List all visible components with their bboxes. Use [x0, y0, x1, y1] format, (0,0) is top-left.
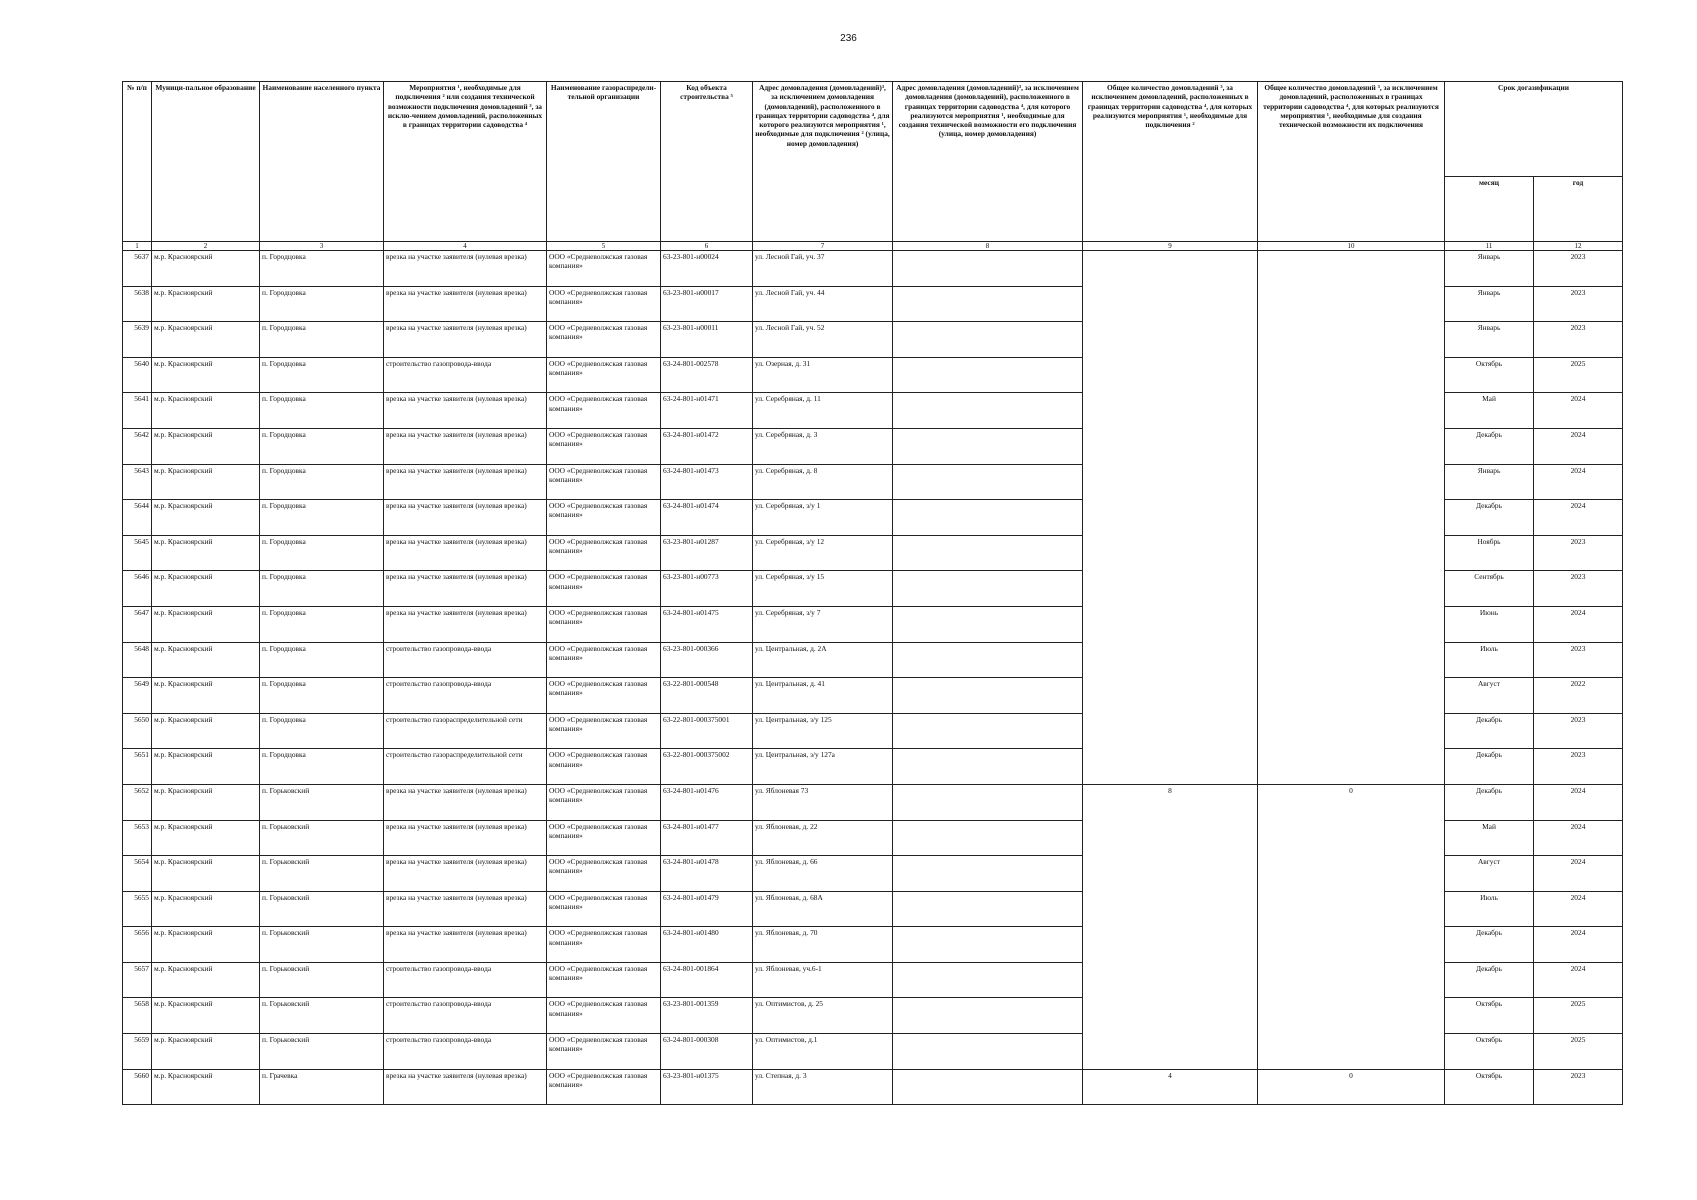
row-municipality: м.р. Красноярский: [152, 962, 260, 998]
row-address-tech: [893, 428, 1083, 464]
row-municipality: м.р. Красноярский: [152, 856, 260, 892]
row-number: 5658: [123, 998, 152, 1034]
column-number: 9: [1083, 242, 1258, 251]
header-activities: Мероприятия ¹, необходимые для подключения ² или создания технической возможности подключения домовладений ³, за исклю-чением домовладений, расположенных в границах территории садоводства ⁴: [384, 82, 547, 242]
row-municipality: м.р. Красноярский: [152, 322, 260, 358]
row-organization: ООО «Средневолжская газовая компания»: [547, 322, 661, 358]
row-object-code: 63-22-801-000375001: [661, 713, 753, 749]
group-total-tech: 0: [1258, 1069, 1445, 1105]
row-organization: ООО «Средневолжская газовая компания»: [547, 606, 661, 642]
row-year: 2025: [1534, 1034, 1623, 1070]
row-activity: врезка на участке заявителя (нулевая врезка): [384, 927, 547, 963]
column-number: 10: [1258, 242, 1445, 251]
row-number: 5655: [123, 891, 152, 927]
row-object-code: 63-23-801-001359: [661, 998, 753, 1034]
row-activity: строительство газопровода-ввода: [384, 962, 547, 998]
header-address-tech: Адрес домовладения (домовладений)³, за исключением домовладения (домовладений), расположенного в границах территории садоводства ⁴, для которого реализуются мероприятия ¹, необходимые для создания технической возможности его подключения (улица, номер домовладения): [893, 82, 1083, 242]
row-object-code: 63-23-801-н01375: [661, 1069, 753, 1105]
header-deadline: Срок догазификации: [1445, 82, 1623, 177]
row-number: 5645: [123, 535, 152, 571]
row-address: ул. Серебряная, з/у 12: [753, 535, 893, 571]
row-month: Июль: [1445, 642, 1534, 678]
row-address-tech: [893, 251, 1083, 287]
row-organization: ООО «Средневолжская газовая компания»: [547, 535, 661, 571]
row-address: ул. Озерная, д. 31: [753, 357, 893, 393]
row-object-code: 63-24-801-н01480: [661, 927, 753, 963]
row-municipality: м.р. Красноярский: [152, 535, 260, 571]
row-year: 2024: [1534, 784, 1623, 820]
group-total-connect: [1083, 251, 1258, 785]
column-number: 4: [384, 242, 547, 251]
row-object-code: 63-24-801-000308: [661, 1034, 753, 1070]
table-row: [123, 1069, 1623, 1105]
page-number: 236: [840, 33, 857, 44]
row-address-tech: [893, 1069, 1083, 1105]
row-settlement: п. Городцовка: [260, 606, 384, 642]
row-year: 2022: [1534, 678, 1623, 714]
row-organization: ООО «Средневолжская газовая компания»: [547, 571, 661, 607]
row-year: 2024: [1534, 927, 1623, 963]
column-number: 6: [661, 242, 753, 251]
row-number: 5650: [123, 713, 152, 749]
row-object-code: 63-24-801-н01474: [661, 500, 753, 536]
row-settlement: п. Городцовка: [260, 464, 384, 500]
row-address: ул. Яблоневая, д. 70: [753, 927, 893, 963]
row-month: Январь: [1445, 251, 1534, 287]
row-month: Декабрь: [1445, 962, 1534, 998]
row-municipality: м.р. Красноярский: [152, 464, 260, 500]
header-month: месяц: [1445, 177, 1534, 242]
row-organization: ООО «Средневолжская газовая компания»: [547, 642, 661, 678]
row-activity: врезка на участке заявителя (нулевая врезка): [384, 891, 547, 927]
row-municipality: м.р. Красноярский: [152, 251, 260, 287]
row-number: 5657: [123, 962, 152, 998]
row-month: Декабрь: [1445, 428, 1534, 464]
row-address: ул. Центральная, д. 41: [753, 678, 893, 714]
row-municipality: м.р. Красноярский: [152, 606, 260, 642]
row-settlement: п. Грачевка: [260, 1069, 384, 1105]
row-month: Декабрь: [1445, 784, 1534, 820]
row-activity: врезка на участке заявителя (нулевая врезка): [384, 464, 547, 500]
row-organization: ООО «Средневолжская газовая компания»: [547, 286, 661, 322]
row-municipality: м.р. Красноярский: [152, 713, 260, 749]
row-address-tech: [893, 749, 1083, 785]
row-settlement: п. Городцовка: [260, 642, 384, 678]
row-address: ул. Серебряная, д. 11: [753, 393, 893, 429]
row-activity: врезка на участке заявителя (нулевая врезка): [384, 251, 547, 287]
row-settlement: п. Городцовка: [260, 535, 384, 571]
row-settlement: п. Горьковский: [260, 962, 384, 998]
row-address-tech: [893, 393, 1083, 429]
row-year: 2024: [1534, 962, 1623, 998]
row-number: 5660: [123, 1069, 152, 1105]
row-municipality: м.р. Красноярский: [152, 571, 260, 607]
header-year: год: [1534, 177, 1623, 242]
row-number: 5637: [123, 251, 152, 287]
row-object-code: 63-24-801-002578: [661, 357, 753, 393]
row-activity: врезка на участке заявителя (нулевая врезка): [384, 784, 547, 820]
row-address: ул. Серебряная, з/у 7: [753, 606, 893, 642]
row-organization: ООО «Средневолжская газовая компания»: [547, 678, 661, 714]
column-number: 8: [893, 242, 1083, 251]
column-number-row: [123, 242, 1623, 251]
row-organization: ООО «Средневолжская газовая компания»: [547, 891, 661, 927]
row-address: ул. Центральная, з/у 125: [753, 713, 893, 749]
row-number: 5649: [123, 678, 152, 714]
row-object-code: 63-23-801-000366: [661, 642, 753, 678]
row-settlement: п. Горьковский: [260, 856, 384, 892]
row-organization: ООО «Средневолжская газовая компания»: [547, 820, 661, 856]
row-number: 5639: [123, 322, 152, 358]
row-address: ул. Центральная, д. 2А: [753, 642, 893, 678]
row-organization: ООО «Средневолжская газовая компания»: [547, 962, 661, 998]
row-organization: ООО «Средневолжская газовая компания»: [547, 749, 661, 785]
row-municipality: м.р. Красноярский: [152, 891, 260, 927]
row-activity: строительство газопровода-ввода: [384, 1034, 547, 1070]
row-organization: ООО «Средневолжская газовая компания»: [547, 856, 661, 892]
header-object-code: Код объекта строительства ⁵: [661, 82, 753, 242]
group-total-connect: 4: [1083, 1069, 1258, 1105]
row-number: 5638: [123, 286, 152, 322]
row-organization: ООО «Средневолжская газовая компания»: [547, 1069, 661, 1105]
row-month: Октябрь: [1445, 357, 1534, 393]
row-address-tech: [893, 713, 1083, 749]
row-address: ул. Лесной Гай, уч. 52: [753, 322, 893, 358]
header-settlement: Наименование населенного пункта: [260, 82, 384, 242]
row-activity: врезка на участке заявителя (нулевая врезка): [384, 322, 547, 358]
row-year: 2024: [1534, 428, 1623, 464]
group-total-tech: 0: [1258, 784, 1445, 1069]
row-settlement: п. Городцовка: [260, 322, 384, 358]
row-organization: ООО «Средневолжская газовая компания»: [547, 428, 661, 464]
row-object-code: 63-24-801-н01478: [661, 856, 753, 892]
row-address-tech: [893, 357, 1083, 393]
row-address-tech: [893, 500, 1083, 536]
row-year: 2023: [1534, 535, 1623, 571]
row-number: 5656: [123, 927, 152, 963]
row-activity: врезка на участке заявителя (нулевая врезка): [384, 393, 547, 429]
row-address-tech: [893, 286, 1083, 322]
row-number: 5652: [123, 784, 152, 820]
gasification-table: [122, 81, 1623, 1105]
row-month: Январь: [1445, 286, 1534, 322]
row-settlement: п. Горьковский: [260, 784, 384, 820]
row-address: ул. Яблоневая, д. 68А: [753, 891, 893, 927]
row-address: ул. Лесной Гай, уч. 37: [753, 251, 893, 287]
row-activity: врезка на участке заявителя (нулевая врезка): [384, 606, 547, 642]
row-address-tech: [893, 571, 1083, 607]
row-month: Июнь: [1445, 606, 1534, 642]
row-organization: ООО «Средневолжская газовая компания»: [547, 500, 661, 536]
column-number: 12: [1534, 242, 1623, 251]
row-activity: строительство газопровода-ввода: [384, 642, 547, 678]
row-organization: ООО «Средневолжская газовая компания»: [547, 713, 661, 749]
row-settlement: п. Городцовка: [260, 393, 384, 429]
row-municipality: м.р. Красноярский: [152, 642, 260, 678]
row-settlement: п. Городцовка: [260, 357, 384, 393]
row-number: 5644: [123, 500, 152, 536]
row-number: 5651: [123, 749, 152, 785]
row-year: 2024: [1534, 464, 1623, 500]
row-object-code: 63-23-801-н00024: [661, 251, 753, 287]
table-body: [123, 251, 1623, 1105]
row-activity: врезка на участке заявителя (нулевая врезка): [384, 856, 547, 892]
row-address: ул. Серебряная, д. 8: [753, 464, 893, 500]
row-number: 5648: [123, 642, 152, 678]
row-address: ул. Оптимистов, д. 25: [753, 998, 893, 1034]
row-month: Ноябрь: [1445, 535, 1534, 571]
header-address-connect: Адрес домовладения (домовладений)³, за исключением домовладения (домовладений), расположенного в границах территории садоводства ⁴, для которого реализуются мероприятия ¹, необходимые для подключения ² (улица, номер домовладения): [753, 82, 893, 242]
row-address: ул. Центральная, з/у 127а: [753, 749, 893, 785]
row-organization: ООО «Средневолжская газовая компания»: [547, 393, 661, 429]
row-address-tech: [893, 322, 1083, 358]
row-activity: строительство газопровода-ввода: [384, 678, 547, 714]
row-municipality: м.р. Красноярский: [152, 393, 260, 429]
row-settlement: п. Горьковский: [260, 998, 384, 1034]
row-municipality: м.р. Красноярский: [152, 927, 260, 963]
row-address: ул. Яблоневая, д. 66: [753, 856, 893, 892]
row-year: 2023: [1534, 251, 1623, 287]
row-address-tech: [893, 678, 1083, 714]
row-month: Декабрь: [1445, 500, 1534, 536]
row-number: 5653: [123, 820, 152, 856]
row-number: 5646: [123, 571, 152, 607]
row-year: 2024: [1534, 500, 1623, 536]
row-month: Май: [1445, 393, 1534, 429]
row-object-code: 63-22-801-000548: [661, 678, 753, 714]
row-object-code: 63-23-801-н00773: [661, 571, 753, 607]
row-number: 5641: [123, 393, 152, 429]
row-activity: строительство газораспределительной сети: [384, 749, 547, 785]
row-address-tech: [893, 535, 1083, 571]
row-year: 2023: [1534, 749, 1623, 785]
row-municipality: м.р. Красноярский: [152, 357, 260, 393]
row-activity: врезка на участке заявителя (нулевая врезка): [384, 1069, 547, 1105]
row-municipality: м.р. Красноярский: [152, 998, 260, 1034]
row-month: Октябрь: [1445, 1069, 1534, 1105]
row-year: 2023: [1534, 571, 1623, 607]
row-year: 2023: [1534, 642, 1623, 678]
row-number: 5659: [123, 1034, 152, 1070]
row-month: Октябрь: [1445, 998, 1534, 1034]
row-organization: ООО «Средневолжская газовая компания»: [547, 927, 661, 963]
row-year: 2023: [1534, 713, 1623, 749]
row-address-tech: [893, 784, 1083, 820]
row-municipality: м.р. Красноярский: [152, 286, 260, 322]
column-number: 2: [152, 242, 260, 251]
row-month: Сентябрь: [1445, 571, 1534, 607]
row-municipality: м.р. Красноярский: [152, 1069, 260, 1105]
row-month: Декабрь: [1445, 749, 1534, 785]
row-settlement: п. Городцовка: [260, 678, 384, 714]
row-year: 2024: [1534, 856, 1623, 892]
row-organization: ООО «Средневолжская газовая компания»: [547, 357, 661, 393]
row-settlement: п. Горьковский: [260, 820, 384, 856]
row-object-code: 63-24-801-001864: [661, 962, 753, 998]
table-row: [123, 251, 1623, 287]
row-object-code: 63-24-801-н01472: [661, 428, 753, 464]
row-object-code: 63-22-801-000375002: [661, 749, 753, 785]
row-month: Май: [1445, 820, 1534, 856]
row-address-tech: [893, 927, 1083, 963]
row-settlement: п. Городцовка: [260, 749, 384, 785]
row-organization: ООО «Средневолжская газовая компания»: [547, 1034, 661, 1070]
row-municipality: м.р. Красноярский: [152, 749, 260, 785]
header-number: № п/п: [123, 82, 152, 242]
row-year: 2023: [1534, 286, 1623, 322]
row-address-tech: [893, 856, 1083, 892]
row-number: 5654: [123, 856, 152, 892]
row-year: 2024: [1534, 606, 1623, 642]
row-settlement: п. Городцовка: [260, 428, 384, 464]
row-number: 5640: [123, 357, 152, 393]
row-year: 2024: [1534, 820, 1623, 856]
row-month: Январь: [1445, 322, 1534, 358]
row-activity: строительство газопровода-ввода: [384, 357, 547, 393]
row-address-tech: [893, 820, 1083, 856]
row-settlement: п. Горьковский: [260, 927, 384, 963]
row-address-tech: [893, 464, 1083, 500]
row-object-code: 63-23-801-н00011: [661, 322, 753, 358]
row-organization: ООО «Средневолжская газовая компания»: [547, 784, 661, 820]
row-activity: врезка на участке заявителя (нулевая врезка): [384, 571, 547, 607]
row-object-code: 63-23-801-н00017: [661, 286, 753, 322]
row-year: 2024: [1534, 891, 1623, 927]
row-settlement: п. Городцовка: [260, 286, 384, 322]
row-municipality: м.р. Красноярский: [152, 1034, 260, 1070]
column-number: 7: [753, 242, 893, 251]
row-object-code: 63-24-801-н01476: [661, 784, 753, 820]
row-object-code: 63-24-801-н01477: [661, 820, 753, 856]
row-address-tech: [893, 891, 1083, 927]
row-organization: ООО «Средневолжская газовая компания»: [547, 251, 661, 287]
row-address: ул. Серебряная, д. 3: [753, 428, 893, 464]
column-number: 11: [1445, 242, 1534, 251]
row-municipality: м.р. Красноярский: [152, 820, 260, 856]
row-settlement: п. Горьковский: [260, 1034, 384, 1070]
column-number: 1: [123, 242, 152, 251]
row-address-tech: [893, 998, 1083, 1034]
row-settlement: п. Городцовка: [260, 500, 384, 536]
row-year: 2023: [1534, 1069, 1623, 1105]
column-number: 5: [547, 242, 661, 251]
row-number: 5643: [123, 464, 152, 500]
row-month: Июль: [1445, 891, 1534, 927]
header-municipality: Муници-пальное образование: [152, 82, 260, 242]
row-settlement: п. Горьковский: [260, 891, 384, 927]
row-month: Декабрь: [1445, 713, 1534, 749]
row-year: 2023: [1534, 322, 1623, 358]
row-year: 2024: [1534, 393, 1623, 429]
row-address: ул. Серебряная, з/у 15: [753, 571, 893, 607]
row-year: 2025: [1534, 357, 1623, 393]
row-settlement: п. Городцовка: [260, 713, 384, 749]
row-number: 5642: [123, 428, 152, 464]
row-address: ул. Оптимистов, д.1: [753, 1034, 893, 1070]
row-month: Октябрь: [1445, 1034, 1534, 1070]
group-total-connect: 8: [1083, 784, 1258, 1069]
row-settlement: п. Городцовка: [260, 251, 384, 287]
row-organization: ООО «Средневолжская газовая компания»: [547, 998, 661, 1034]
row-month: Январь: [1445, 464, 1534, 500]
row-address: ул. Степная, д. 3: [753, 1069, 893, 1105]
row-address-tech: [893, 1034, 1083, 1070]
row-month: Август: [1445, 678, 1534, 714]
row-year: 2025: [1534, 998, 1623, 1034]
row-address-tech: [893, 606, 1083, 642]
row-municipality: м.р. Красноярский: [152, 500, 260, 536]
row-object-code: 63-24-801-н01475: [661, 606, 753, 642]
header-organization: Наименование газораспредели-тельной организации: [547, 82, 661, 242]
row-address-tech: [893, 642, 1083, 678]
row-activity: врезка на участке заявителя (нулевая врезка): [384, 286, 547, 322]
row-object-code: 63-24-801-н01471: [661, 393, 753, 429]
row-address-tech: [893, 962, 1083, 998]
group-total-tech: [1258, 251, 1445, 785]
row-month: Август: [1445, 856, 1534, 892]
row-activity: строительство газораспределительной сети: [384, 713, 547, 749]
row-address: ул. Серебряная, з/у 1: [753, 500, 893, 536]
row-address: ул. Яблоневая 73: [753, 784, 893, 820]
row-activity: врезка на участке заявителя (нулевая врезка): [384, 820, 547, 856]
row-settlement: п. Городцовка: [260, 571, 384, 607]
row-municipality: м.р. Красноярский: [152, 784, 260, 820]
header-total-connect: Общее количество домовладений ³, за исключением домовладений, расположенных в границах территории садоводства ⁴, для которых реализуются мероприятия ¹, необходимые для подключения ²: [1083, 82, 1258, 242]
column-number: 3: [260, 242, 384, 251]
row-address: ул. Лесной Гай, уч. 44: [753, 286, 893, 322]
row-object-code: 63-24-801-н01479: [661, 891, 753, 927]
row-object-code: 63-24-801-н01473: [661, 464, 753, 500]
row-number: 5647: [123, 606, 152, 642]
header-total-tech: Общее количество домовладений ³, за исключением домовладений, расположенных в границах территории садоводства ⁴, для которых реализуются мероприятия ¹, необходимые для создания технической возможности их подключения: [1258, 82, 1445, 242]
row-municipality: м.р. Красноярский: [152, 678, 260, 714]
row-object-code: 63-23-801-н01287: [661, 535, 753, 571]
row-month: Декабрь: [1445, 927, 1534, 963]
row-address: ул. Яблоневая, д. 22: [753, 820, 893, 856]
row-address: ул. Яблоневая, уч.6-1: [753, 962, 893, 998]
row-activity: врезка на участке заявителя (нулевая врезка): [384, 535, 547, 571]
row-municipality: м.р. Красноярский: [152, 428, 260, 464]
row-activity: врезка на участке заявителя (нулевая врезка): [384, 428, 547, 464]
row-activity: строительство газопровода-ввода: [384, 998, 547, 1034]
row-activity: врезка на участке заявителя (нулевая врезка): [384, 500, 547, 536]
row-organization: ООО «Средневолжская газовая компания»: [547, 464, 661, 500]
table-row: [123, 784, 1623, 820]
